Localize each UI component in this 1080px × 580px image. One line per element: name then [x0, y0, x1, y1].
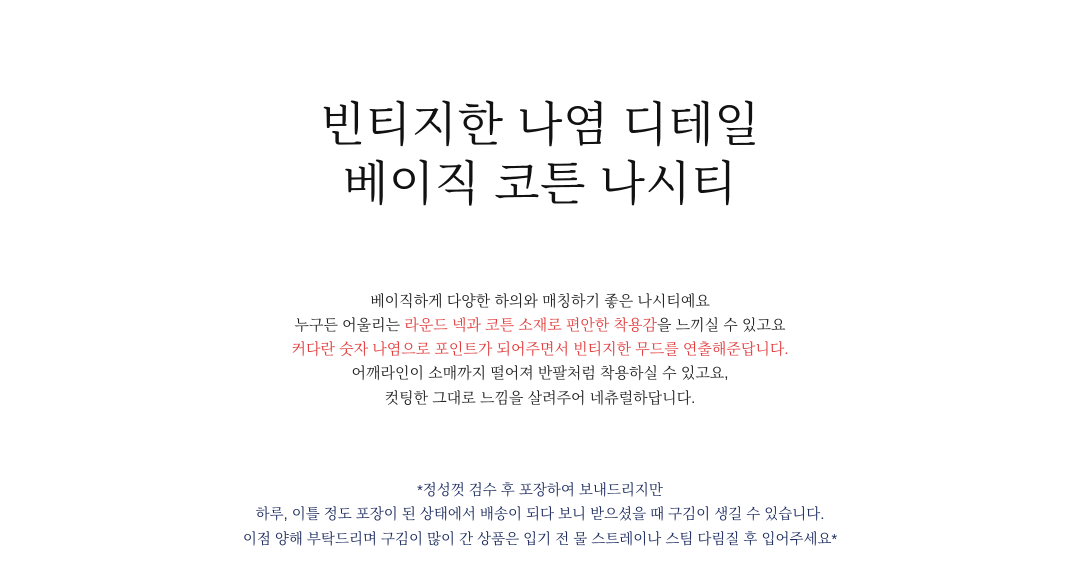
description-line-2 — [291, 314, 788, 338]
description-line-3: 커다란 숫자 나염으로 포인트가 되어주면서 빈티지한 무드를 연출해준답니다. — [291, 341, 789, 359]
description-line-2-pre: 누구든 어울리는 — [294, 316, 405, 334]
description-line-4: 어깨라인이 소매까지 떨어져 반팔처럼 착용하실 수 있고요, — [351, 365, 729, 383]
title-line-1: 빈티지한 나염 디테일 — [319, 98, 761, 151]
page-title — [320, 96, 760, 214]
description-block — [291, 290, 788, 411]
description-line-5: 컷팅한 그대로 느낌을 살려주어 네츄럴하답니다. — [384, 389, 696, 407]
notice-line-1: *정성껏 검수 후 포장하여 보내드리지만 — [417, 482, 663, 499]
description-line-2-post: 을 느끼실 수 있고요 — [657, 316, 786, 334]
notice-line-2: 하루, 이틀 정도 포장이 된 상태에서 배송이 되다 보니 받으셨을 때 구김이 생길 수 있습니다. — [255, 507, 825, 524]
description-line-1: 베이직하게 다양한 하의와 매칭하기 좋은 나시티예요 — [370, 292, 710, 310]
description-line-2-accent: 라운드 넥과 코튼 소재로 편안한 착용감 — [404, 316, 658, 334]
title-line-2: 베이직 코튼 나시티 — [342, 156, 738, 210]
notice-line-3: 이점 양해 부탁드리며 구김이 많이 간 상품은 입기 전 물 스트레이나 스팀 다림질 후 입어주세요* — [242, 531, 838, 548]
shipping-notice-block — [243, 479, 837, 552]
